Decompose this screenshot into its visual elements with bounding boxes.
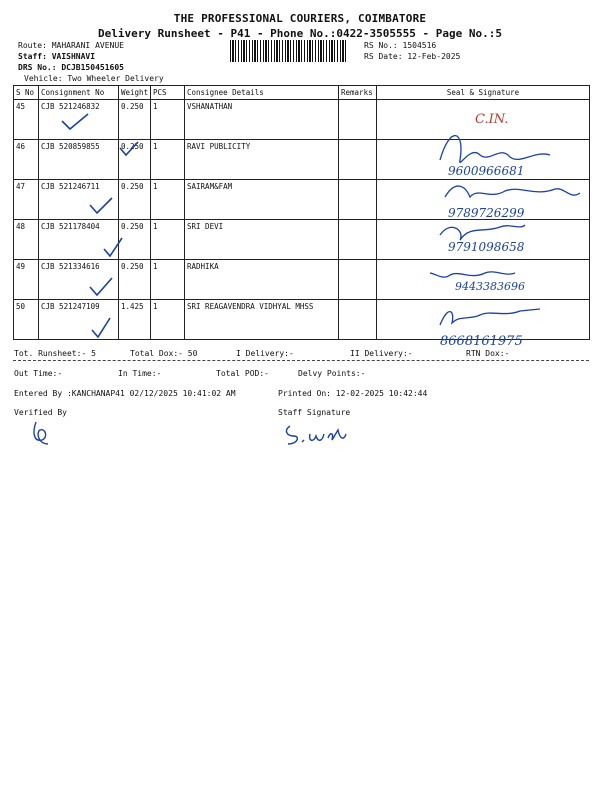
cell-remarks (339, 220, 377, 260)
cell-weight: 1.425 (119, 300, 151, 340)
cell-consignment: CJB 520859855 (39, 140, 119, 180)
entered-by: Entered By :KANCHANAP41 02/12/2025 10:41:02 AM (14, 389, 236, 398)
rs-number: RS No.: 1504516 (364, 41, 437, 50)
company-title: THE PROFESSIONAL COURIERS, COIMBATORE (173, 12, 427, 25)
cell-weight: 0.250 (119, 100, 151, 140)
delvy-points: Delvy Points:- (298, 369, 366, 378)
sig-phone-49: 9443383696 (455, 280, 525, 293)
cell-consignment: CJB 521246711 (39, 180, 119, 220)
handwritten-signatures (430, 105, 600, 355)
cell-consignee: SRI DEVI (185, 220, 339, 260)
cell-pcs: 1 (151, 100, 185, 140)
cell-sno: 47 (14, 180, 39, 220)
col-remarks: Remarks (339, 86, 377, 100)
cell-pcs: 1 (151, 260, 185, 300)
col-weight: Weight (119, 86, 151, 100)
col-pcs: PCS (151, 86, 185, 100)
cell-consignee: RADHIKA (185, 260, 339, 300)
barcode (230, 40, 348, 62)
drs-number: DRS No.: DCJB150451605 (18, 63, 124, 72)
checkmark-icon (102, 236, 124, 258)
staff-signature (282, 420, 362, 450)
checkmark-icon (88, 196, 114, 216)
cell-remarks (339, 140, 377, 180)
i-delivery: I Delivery:- (236, 349, 294, 358)
staff-label: Staff: VAISHNAVI (18, 52, 96, 61)
runsheet-title: Delivery Runsheet - P41 - Phone No.:0422-3505555 - Page No.:5 (98, 27, 502, 40)
total-pod: Total POD:- (216, 369, 269, 378)
out-time: Out Time:- (14, 369, 63, 378)
staff-signature-label: Staff Signature (278, 408, 351, 417)
printed-on: Printed On: 12-02-2025 10:42:44 (278, 389, 428, 398)
col-sno: S No (14, 86, 39, 100)
col-seal-signature: Seal & Signature (377, 86, 590, 100)
total-dox: Total Dox:- 50 (130, 349, 198, 358)
cell-consignee: VSHANATHAN (185, 100, 339, 140)
verified-by-label: Verified By (14, 408, 67, 417)
cell-remarks (339, 180, 377, 220)
cell-remarks (339, 300, 377, 340)
cell-pcs: 1 (151, 180, 185, 220)
total-runsheet: Tot. Runsheet:- 5 (14, 349, 96, 358)
col-consignee: Consignee Details (185, 86, 339, 100)
cell-weight: 0.250 (119, 220, 151, 260)
cell-remarks (339, 100, 377, 140)
cell-consignment: CJB 521178404 (39, 220, 119, 260)
sig-phone-48: 9791098658 (448, 240, 525, 254)
sig-cin: C.IN. (475, 112, 509, 127)
cell-pcs: 1 (151, 300, 185, 340)
sig-phone-46: 9600966681 (448, 164, 525, 178)
sig-phone-50: 8668161975 (440, 334, 523, 349)
cell-sno: 48 (14, 220, 39, 260)
divider (13, 360, 589, 361)
cell-weight: 0.250 (119, 140, 151, 180)
rtn-dox: RTN Dox:- (466, 349, 510, 358)
vehicle-label: Vehicle: Two Wheeler Delivery (24, 74, 164, 83)
cell-consignee: SAIRAM&FAM (185, 180, 339, 220)
route-label: Route: MAHARANI AVENUE (18, 41, 124, 50)
cell-consignment: CJB 521246832 (39, 100, 119, 140)
cell-pcs: 1 (151, 140, 185, 180)
rs-date: RS Date: 12-Feb-2025 (364, 52, 461, 61)
cell-weight: 0.250 (119, 260, 151, 300)
checkmark-icon (90, 316, 112, 340)
checkmark-icon (60, 112, 90, 132)
verifier-signature (28, 418, 58, 448)
checkmark-icon (118, 140, 140, 158)
cell-pcs: 1 (151, 220, 185, 260)
cell-consignee: SRI REAGAVENDRA VIDHYAL MHSS (185, 300, 339, 340)
cell-consignee: RAVI PUBLICITY (185, 140, 339, 180)
in-time: In Time:- (118, 369, 162, 378)
cell-sno: 46 (14, 140, 39, 180)
col-consignment: Consignment No (39, 86, 119, 100)
table-header-row (14, 86, 590, 100)
cell-sno: 49 (14, 260, 39, 300)
cell-sno: 50 (14, 300, 39, 340)
cell-weight: 0.250 (119, 180, 151, 220)
checkmark-icon (88, 276, 114, 298)
cell-consignment: CJB 521334616 (39, 260, 119, 300)
cell-consignment: CJB 521247109 (39, 300, 119, 340)
cell-sno: 45 (14, 100, 39, 140)
cell-remarks (339, 260, 377, 300)
ii-delivery: II Delivery:- (350, 349, 413, 358)
sig-phone-47: 9789726299 (448, 206, 525, 220)
